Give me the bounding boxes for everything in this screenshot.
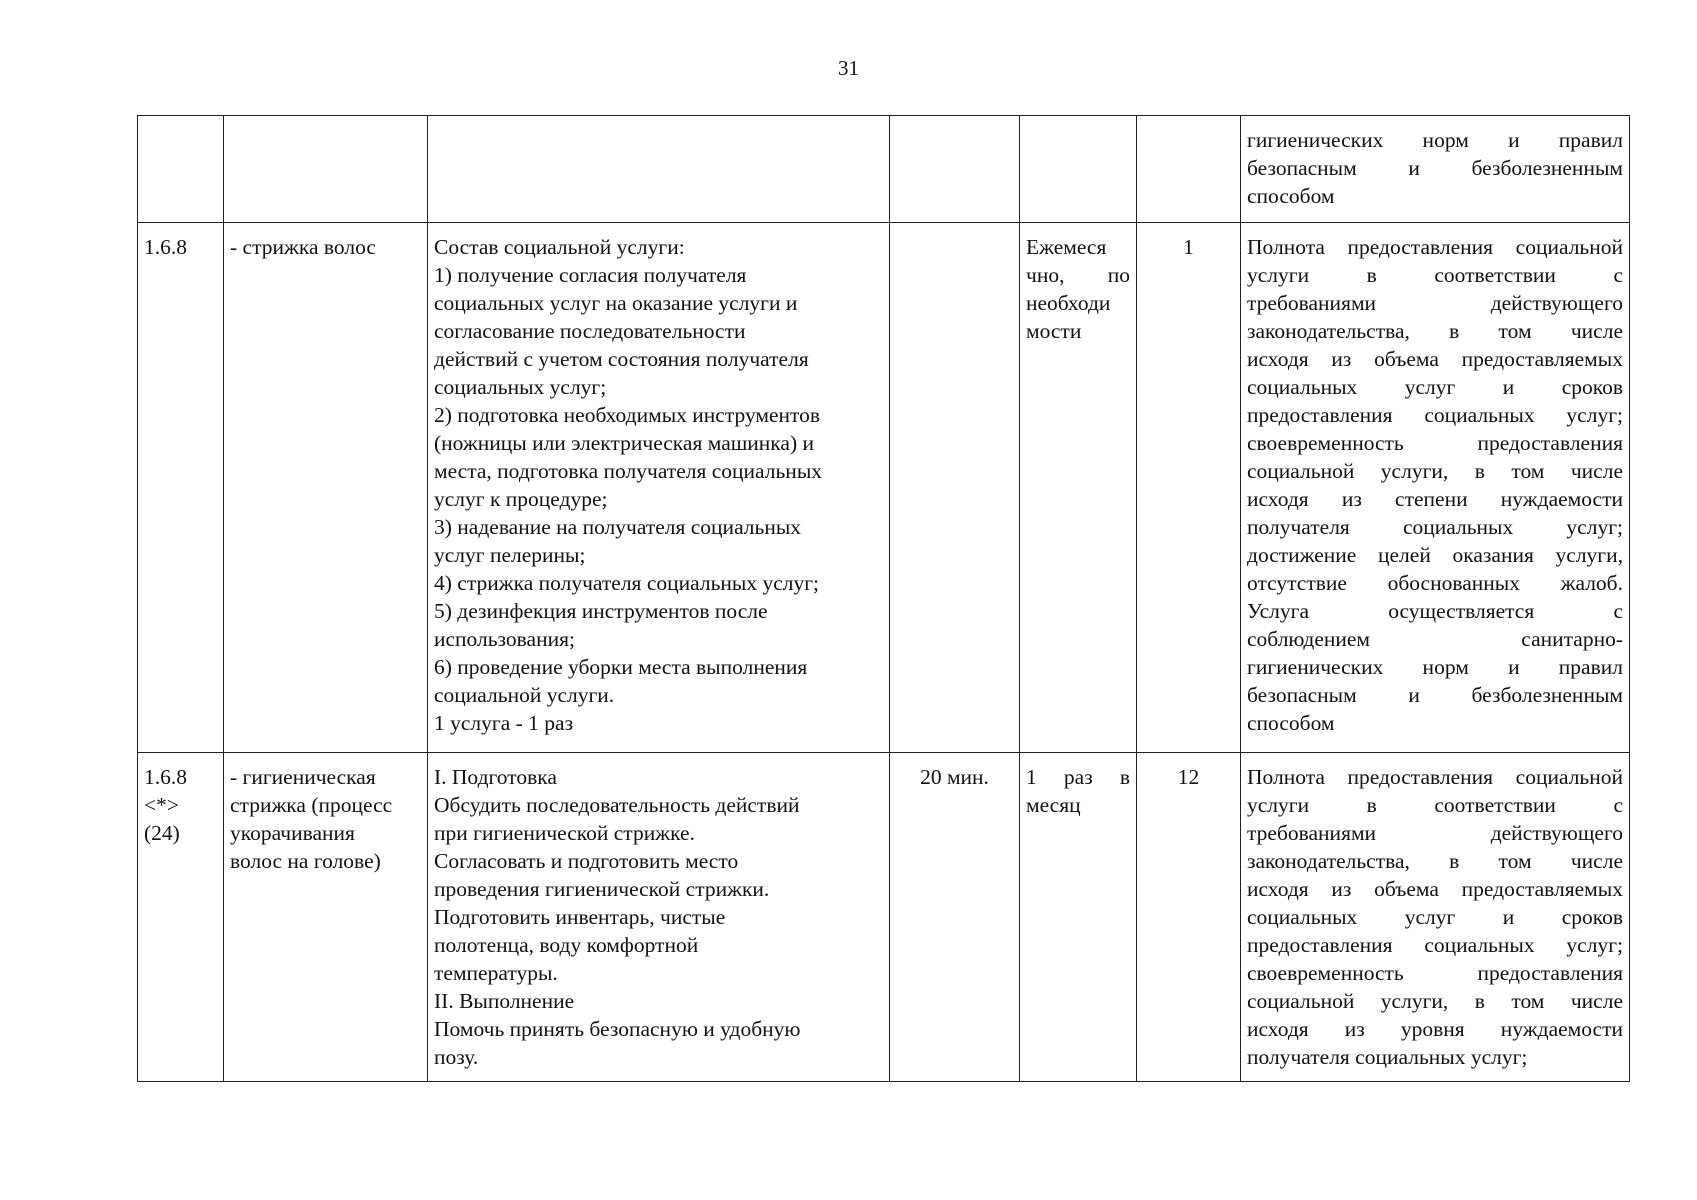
code-line: (24) bbox=[144, 821, 180, 845]
quality-line: получателя социальных услуг; bbox=[1247, 1045, 1528, 1069]
count-cell bbox=[1137, 753, 1241, 1082]
code-cell bbox=[138, 116, 224, 223]
quality-line: способом bbox=[1247, 711, 1335, 735]
quality-line: предоставления социальных услуг; bbox=[1247, 403, 1623, 427]
count-cell bbox=[1137, 223, 1241, 753]
quality-line: исходя из уровня нуждаемости bbox=[1247, 1017, 1623, 1041]
name-line: волос на голове) bbox=[230, 849, 381, 873]
frequency-cell bbox=[1020, 116, 1137, 223]
duration-cell bbox=[890, 116, 1020, 223]
content-line: действий с учетом состояния получателя bbox=[434, 347, 809, 371]
duration-text: 20 мин. bbox=[920, 765, 989, 789]
content-line: согласование последовательности bbox=[434, 319, 746, 343]
quality-line: Услуга осуществляется с bbox=[1247, 599, 1623, 623]
quality-line: своевременность предоставления bbox=[1247, 431, 1623, 455]
table-row bbox=[138, 116, 1630, 223]
content-line: температуры. bbox=[434, 961, 558, 985]
quality-line: социальных услуг и сроков bbox=[1247, 375, 1623, 399]
quality-line: социальных услуг и сроков bbox=[1247, 905, 1623, 929]
content-line: Подготовить инвентарь, чистые bbox=[434, 905, 726, 929]
content-line: 1 услуга - 1 раз bbox=[434, 711, 574, 735]
quality-line: исходя из объема предоставляемых bbox=[1247, 877, 1623, 901]
content-line: социальных услуг; bbox=[434, 375, 607, 399]
frequency-cell bbox=[1020, 223, 1137, 753]
content-line: 5) дезинфекция инструментов после bbox=[434, 599, 768, 623]
quality-line: безопасным и безболезненным bbox=[1247, 156, 1623, 180]
table-row bbox=[138, 223, 1630, 753]
code-cell bbox=[138, 223, 224, 753]
quality-line: социальной услуги, в том числе bbox=[1247, 459, 1623, 483]
duration-cell bbox=[890, 223, 1020, 753]
services-table bbox=[137, 115, 1630, 1082]
content-line: 4) стрижка получателя социальных услуг; bbox=[434, 571, 820, 595]
content-line: при гигиенической стрижке. bbox=[434, 821, 695, 845]
page-number: 31 bbox=[838, 56, 859, 80]
name-cell bbox=[224, 223, 428, 753]
code-line: 1.6.8 bbox=[144, 235, 187, 259]
name-line: - стрижка волос bbox=[230, 235, 376, 259]
quality-line: получателя социальных услуг; bbox=[1247, 515, 1623, 539]
table-row bbox=[138, 753, 1630, 1082]
code-line: <*> bbox=[144, 793, 180, 817]
frequency-line: месяц bbox=[1026, 793, 1081, 817]
quality-line: способом bbox=[1247, 184, 1335, 208]
content-line: Помочь принять безопасную и удобную bbox=[434, 1017, 801, 1041]
count-cell bbox=[1137, 116, 1241, 223]
content-cell bbox=[428, 116, 890, 223]
quality-line: законодательства, в том числе bbox=[1247, 319, 1623, 343]
count-text: 12 bbox=[1177, 765, 1200, 789]
quality-line: требованиями действующего bbox=[1247, 821, 1623, 845]
quality-line: безопасным и безболезненным bbox=[1247, 683, 1623, 707]
content-line: услуг к процедуре; bbox=[434, 487, 608, 511]
content-line: полотенца, воду комфортной bbox=[434, 933, 699, 957]
code-cell bbox=[138, 753, 224, 1082]
content-line: (ножницы или электрическая машинка) и bbox=[434, 431, 815, 455]
duration-cell bbox=[890, 753, 1020, 1082]
content-line: услуг пелерины; bbox=[434, 543, 586, 567]
content-cell bbox=[428, 753, 890, 1082]
content-line: места, подготовка получателя социальных bbox=[434, 459, 823, 483]
quality-line: достижение целей оказания услуги, bbox=[1247, 543, 1623, 567]
quality-line: услуги в соответствии с bbox=[1247, 793, 1623, 817]
quality-line: соблюдением санитарно- bbox=[1247, 627, 1623, 651]
quality-line: исходя из объема предоставляемых bbox=[1247, 347, 1623, 371]
code-line: 1.6.8 bbox=[144, 765, 187, 789]
frequency-line: мости bbox=[1026, 319, 1082, 343]
content-line: использования; bbox=[434, 627, 575, 651]
quality-line: исходя из степени нуждаемости bbox=[1247, 487, 1623, 511]
content-line: 6) проведение уборки места выполнения bbox=[434, 655, 808, 679]
name-cell bbox=[224, 753, 428, 1082]
quality-line: социальной услуги, в том числе bbox=[1247, 989, 1623, 1013]
content-line: проведения гигиенической стрижки. bbox=[434, 877, 770, 901]
quality-cell bbox=[1241, 753, 1630, 1082]
frequency-line: Ежемеся bbox=[1026, 235, 1107, 259]
quality-line: предоставления социальных услуг; bbox=[1247, 933, 1623, 957]
quality-line: Полнота предоставления социальной bbox=[1247, 765, 1623, 789]
quality-line: гигиенических норм и правил bbox=[1247, 128, 1623, 152]
content-line: 1) получение согласия получателя bbox=[434, 263, 747, 287]
quality-line: своевременность предоставления bbox=[1247, 961, 1623, 985]
quality-line: гигиенических норм и правил bbox=[1247, 655, 1623, 679]
content-line: 3) надевание на получателя социальных bbox=[434, 515, 802, 539]
quality-cell bbox=[1241, 116, 1630, 223]
content-line: I. Подготовка bbox=[434, 765, 557, 789]
content-line: Обсудить последовательность действий bbox=[434, 793, 800, 817]
quality-line: законодательства, в том числе bbox=[1247, 849, 1623, 873]
name-line: стрижка (процесс bbox=[230, 793, 393, 817]
name-line: - гигиеническая bbox=[230, 765, 376, 789]
name-line: укорачивания bbox=[230, 821, 355, 845]
frequency-cell bbox=[1020, 753, 1137, 1082]
count-text: 1 bbox=[1183, 235, 1194, 259]
frequency-line: чно, по bbox=[1026, 263, 1130, 287]
name-cell bbox=[224, 116, 428, 223]
content-cell bbox=[428, 223, 890, 753]
content-line: II. Выполнение bbox=[434, 989, 575, 1013]
content-line: Состав социальной услуги: bbox=[434, 235, 685, 259]
quality-line: Полнота предоставления социальной bbox=[1247, 235, 1623, 259]
content-line: социальной услуги. bbox=[434, 683, 615, 707]
quality-line: услуги в соответствии с bbox=[1247, 263, 1623, 287]
content-line: Согласовать и подготовить место bbox=[434, 849, 739, 873]
content-line: 2) подготовка необходимых инструментов bbox=[434, 403, 821, 427]
content-line: позу. bbox=[434, 1045, 479, 1069]
quality-cell bbox=[1241, 223, 1630, 753]
quality-line: требованиями действующего bbox=[1247, 291, 1623, 315]
frequency-line: 1 раз в bbox=[1026, 765, 1130, 789]
content-line: социальных услуг на оказание услуги и bbox=[434, 291, 798, 315]
frequency-line: необходи bbox=[1026, 291, 1111, 315]
quality-line: отсутствие обоснованных жалоб. bbox=[1247, 571, 1623, 595]
